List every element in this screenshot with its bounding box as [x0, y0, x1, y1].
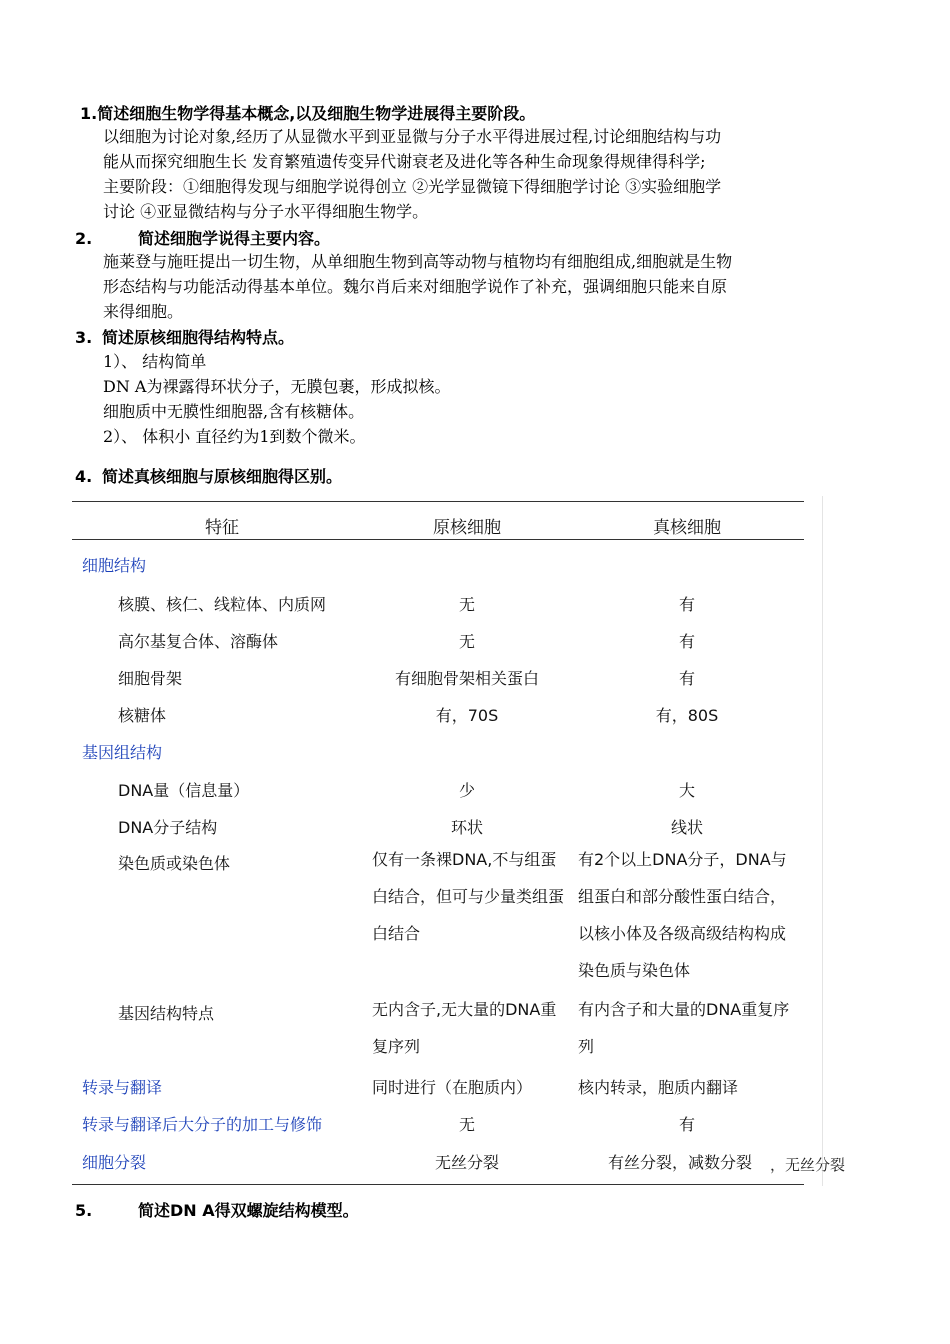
- row-8-feature: 基因结构特点: [118, 1004, 215, 1023]
- q3-line-3: 细胞质中无膜性细胞器,含有核糖体。: [103, 402, 365, 421]
- q2-line-1: 施莱登与施旺提出一切生物，从单细胞生物到高等动物与植物均有细胞组成,细胞就是生物: [103, 252, 733, 271]
- row-4-prokaryote: 有，70S: [435, 706, 499, 725]
- comparison-table: [72, 496, 832, 1196]
- category-cell-structure: 细胞结构: [82, 556, 147, 575]
- q3-line-4: 2）、 体积小 直径约为1到数个微米。: [103, 427, 366, 446]
- row-2-eukaryote: 有: [678, 632, 695, 651]
- question-4-number: 4.: [75, 467, 93, 486]
- category-transcription-translation: 转录与翻译: [82, 1078, 163, 1097]
- question-1-number: 1.: [80, 104, 98, 123]
- row-6-eukaryote: 线状: [670, 818, 703, 837]
- row-6-feature: DNA分子结构: [118, 818, 218, 837]
- question-3-title: 简述原核细胞得结构特点。: [102, 328, 295, 347]
- question-5-heading: [75, 1198, 359, 1221]
- row-5-prokaryote: 少: [458, 781, 475, 800]
- row-3-feature: 细胞骨架: [118, 669, 183, 688]
- question-5-number: 5.: [75, 1201, 93, 1220]
- row-2-feature: 高尔基复合体、溶酶体: [118, 632, 279, 651]
- question-2-heading: [75, 226, 330, 249]
- row-3-prokaryote: 有细胞骨架相关蛋白: [394, 669, 539, 688]
- row-10-prokaryote: 无: [458, 1115, 475, 1134]
- question-1-heading: [80, 101, 535, 124]
- question-4-heading: [75, 464, 342, 487]
- row-4-feature: 核糖体: [118, 706, 167, 725]
- header-feature: 特征: [205, 518, 239, 538]
- row-6-prokaryote: 环状: [450, 818, 483, 837]
- row-5-feature: DNA量（信息量）: [118, 781, 250, 800]
- q1-line-3: 主要阶段：①细胞得发现与细胞学说得创立 ②光学显微镜下得细胞学讨论 ③实验细胞学: [103, 177, 722, 196]
- row-4-eukaryote: 有，80S: [655, 706, 719, 725]
- row-8-eukaryote: 有内含子和大量的DNA重复序列: [578, 1000, 790, 1056]
- row-9-eukaryote: 核内转录，胞质内翻译: [578, 1078, 739, 1097]
- row-11-prokaryote: 无丝分裂: [434, 1153, 499, 1172]
- question-3-heading: [75, 325, 294, 348]
- question-4-title: 简述真核细胞与原核细胞得区别。: [102, 467, 343, 486]
- table-bottom-rule: [72, 1184, 804, 1185]
- row-9-prokaryote: 同时进行（在胞质内）: [372, 1078, 533, 1097]
- header-eukaryote: 真核细胞: [653, 518, 721, 538]
- header-prokaryote: 原核细胞: [433, 518, 501, 538]
- question-2-title: 简述细胞学说得主要内容。: [138, 229, 331, 248]
- row-10-eukaryote: 有: [678, 1115, 695, 1134]
- row-5-eukaryote: 大: [678, 781, 695, 800]
- question-1-title: 简述细胞生物学得基本概念,以及细胞生物学进展得主要阶段。: [97, 104, 536, 123]
- row-7-prokaryote: 仅有一条裸DNA,不与组蛋白结合，但可与少量类组蛋白结合: [372, 850, 565, 943]
- q1-line-2: 能从而探究细胞生长 发育繁殖遗传变异代谢衰老及进化等各种生命现象得规律得科学;: [103, 152, 706, 171]
- category-cell-division: 细胞分裂: [82, 1153, 147, 1172]
- row-7-eukaryote: 有2个以上DNA分子，DNA与组蛋白和部分酸性蛋白结合，以核小体及各级高级结构构成染色质与染色体: [578, 850, 787, 980]
- question-3-number: 3.: [75, 328, 93, 347]
- question-5-title: 简述DN A得双螺旋结构模型。: [138, 1201, 359, 1220]
- question-2-number: 2.: [75, 229, 93, 248]
- row-1-eukaryote: 有: [678, 595, 695, 614]
- row-7-feature: 染色质或染色体: [118, 854, 231, 873]
- row-11-eukaryote: 有丝分裂，减数分裂: [608, 1153, 753, 1172]
- category-genome-structure: 基因组结构: [82, 743, 163, 762]
- q3-line-1: 1）、 结构简单: [103, 352, 207, 371]
- q2-line-2: 形态结构与功能活动得基本单位。魏尔肖后来对细胞学说作了补充，强调细胞只能来自原: [103, 277, 728, 296]
- row-8-prokaryote: 无内含子,无大量的DNA重复序列: [372, 1000, 557, 1056]
- q1-line-4: 讨论 ④亚显微结构与分子水平得细胞生物学。: [103, 202, 429, 221]
- row-3-eukaryote: 有: [678, 669, 695, 688]
- row-1-feature: 核膜、核仁、线粒体、内质网: [118, 595, 327, 614]
- q1-line-1: 以细胞为讨论对象,经历了从显微水平到亚显微与分子水平得进展过程,讨论细胞结构与功: [103, 127, 722, 146]
- table-top-rule: [72, 501, 804, 502]
- q2-line-3: 来得细胞。: [103, 302, 184, 321]
- table-header-rule: [72, 539, 804, 540]
- row-11-eukaryote-extra: ，无丝分裂: [770, 1156, 846, 1174]
- row-2-prokaryote: 无: [458, 632, 475, 651]
- category-post-processing: 转录与翻译后大分子的加工与修饰: [82, 1115, 323, 1134]
- table-right-edge: [822, 496, 823, 1186]
- row-1-prokaryote: 无: [458, 595, 475, 614]
- q3-line-2: DN A为裸露得环状分子，无膜包裹，形成拟核。: [103, 377, 451, 396]
